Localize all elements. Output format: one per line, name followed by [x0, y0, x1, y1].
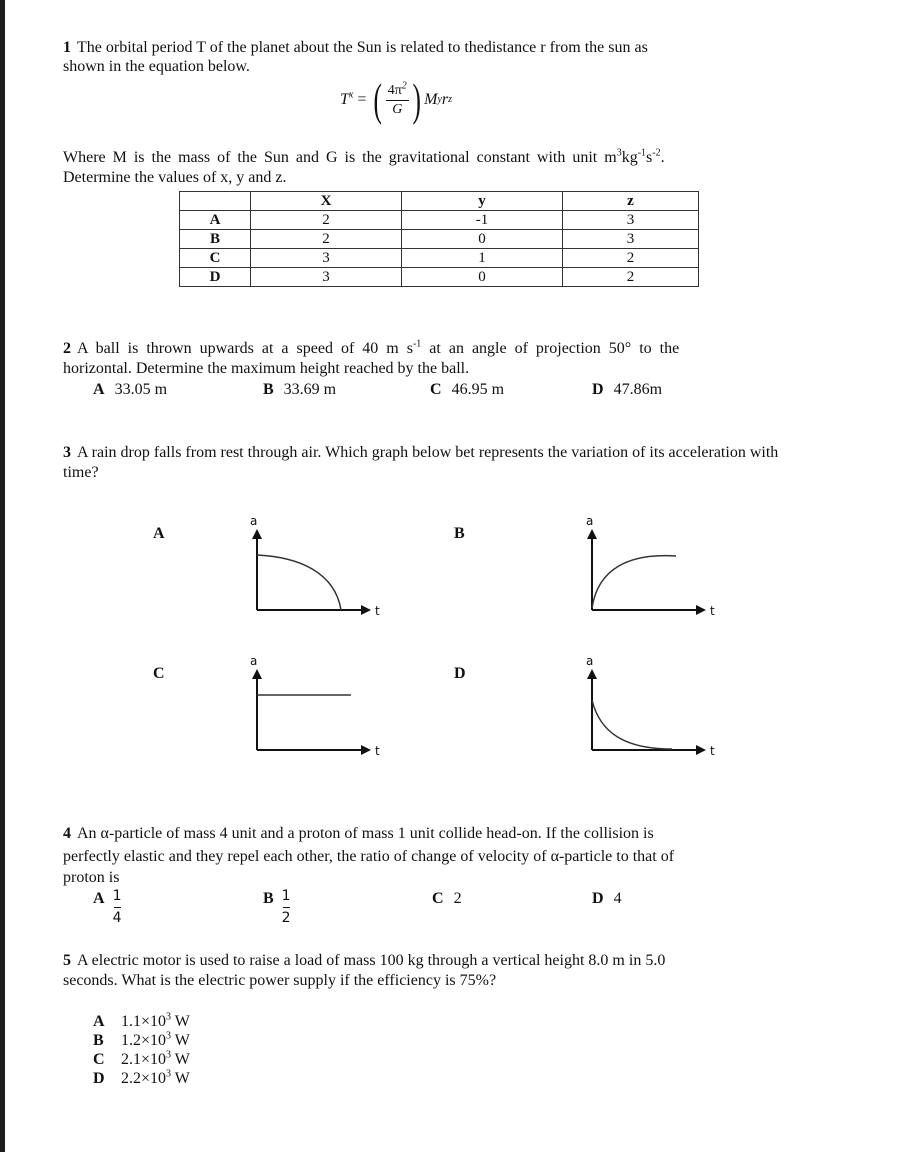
option-mantissa: 1.1×10	[121, 1013, 167, 1030]
cell-y: 0	[402, 230, 563, 249]
option-label: A	[93, 1013, 105, 1030]
q1-where-text	[63, 148, 665, 167]
fraction-denominator: 2	[281, 910, 291, 926]
graph-b-x-label: t	[710, 604, 715, 618]
q4-option-d[interactable]	[592, 889, 622, 908]
q2-option-a[interactable]	[93, 380, 167, 399]
q5-option-d[interactable]	[93, 1069, 190, 1088]
fraction-numerator: 1	[281, 888, 291, 904]
q3-text-line2: time?	[63, 464, 99, 481]
table-header-x: X	[251, 192, 402, 211]
row-label: A	[180, 211, 251, 230]
option-exponent: 3	[166, 1030, 172, 1042]
graph-c-y-arrow-icon	[252, 669, 262, 679]
option-fraction	[282, 889, 291, 926]
option-mantissa: 1.2×10	[121, 1032, 167, 1049]
q2-line1-a: A ball is thrown upwards at a speed of 40 m s	[77, 340, 413, 357]
table-row	[180, 268, 699, 287]
option-text: 33.69 m	[283, 381, 337, 398]
q2-text-line1	[63, 339, 679, 358]
q4-number: 4	[63, 825, 71, 842]
q1-text-line2: shown in the equation below.	[63, 58, 250, 75]
eq-fraction	[386, 79, 409, 119]
option-text: 2	[453, 890, 462, 907]
option-mantissa: 2.2×10	[121, 1070, 167, 1087]
q5-option-c[interactable]	[93, 1050, 190, 1069]
graph-c[interactable]	[245, 653, 385, 758]
eq-numerator	[386, 79, 409, 101]
unit-s: s	[646, 149, 653, 166]
unit-m-exp: 3	[616, 147, 622, 159]
eq-right-paren: )	[412, 74, 421, 125]
graph-d-x-label: t	[710, 744, 715, 758]
option-label: C	[93, 1051, 105, 1068]
q4-option-a[interactable]	[93, 889, 121, 926]
cell-x: 3	[251, 268, 402, 287]
q1-line1: The orbital period T of the planet about the Sun is related to thedistance r from the sun as	[77, 39, 648, 56]
option-label: B	[93, 1032, 104, 1049]
graph-c-x-label: t	[375, 744, 380, 758]
eq-r-base: r	[441, 91, 449, 108]
window-left-edge	[0, 0, 5, 1152]
q3-line1: A rain drop falls from rest through air. Which graph below bet represents the variation of its acceleration with	[77, 444, 779, 461]
graph-b-label[interactable]: B	[454, 525, 465, 542]
graph-c-label[interactable]: C	[153, 665, 165, 682]
option-label: C	[430, 381, 442, 398]
graph-a-x-label: t	[375, 604, 380, 618]
q2-text-line2: horizontal. Determine the maximum height reached by the ball.	[63, 360, 470, 377]
unit-kg: kg	[621, 149, 638, 166]
q2-option-c[interactable]	[430, 380, 504, 399]
graph-c-y-label: a	[250, 654, 258, 668]
graph-d[interactable]	[580, 653, 720, 758]
cell-y: 1	[402, 249, 563, 268]
fraction-bar	[283, 907, 290, 908]
cell-z: 2	[563, 249, 699, 268]
cell-y: 0	[402, 268, 563, 287]
graph-a-y-arrow-icon	[252, 529, 262, 539]
q5-option-b[interactable]	[93, 1031, 190, 1050]
q2-option-b[interactable]	[263, 380, 336, 399]
table-header-z: z	[563, 192, 699, 211]
option-mantissa: 2.1×10	[121, 1051, 167, 1068]
cell-x: 2	[251, 211, 402, 230]
option-exponent: 3	[166, 1011, 172, 1023]
graph-b-curve	[592, 556, 676, 608]
q4-text-line1	[63, 824, 654, 843]
table-header-row	[180, 192, 699, 211]
row-label: B	[180, 230, 251, 249]
option-label: A	[93, 890, 105, 907]
table-row	[180, 230, 699, 249]
eq-denominator: G	[392, 101, 403, 117]
graph-a-curve	[257, 555, 341, 610]
eq-numerator-exp: 2	[401, 79, 407, 91]
option-text: 33.05 m	[114, 381, 168, 398]
eq-left-paren: (	[373, 74, 383, 125]
eq-m-base: M	[424, 91, 438, 108]
row-label: C	[180, 249, 251, 268]
cell-z: 3	[563, 230, 699, 249]
graph-a-y-label: a	[250, 514, 258, 528]
q4-option-b[interactable]	[263, 889, 291, 926]
table-row	[180, 249, 699, 268]
q5-text-line1	[63, 951, 665, 970]
cell-z: 2	[563, 268, 699, 287]
q5-options	[93, 1012, 190, 1088]
eq-numerator-text: 4π	[387, 82, 402, 98]
q5-option-a[interactable]	[93, 1012, 190, 1031]
q1-number: 1	[63, 39, 71, 56]
option-label: D	[592, 381, 604, 398]
graph-b-x-arrow-icon	[696, 605, 706, 615]
eq-equals: =	[357, 91, 367, 108]
q1-equation: $T^x$ = ( $\frac{4\pi^2}{G}$ ) M y r z	[340, 74, 453, 125]
option-label: D	[592, 890, 604, 907]
graph-d-y-arrow-icon	[587, 669, 597, 679]
option-exponent: 3	[166, 1049, 172, 1061]
q1-instruction: Determine the values of x, y and z.	[63, 169, 287, 186]
option-label: B	[263, 381, 274, 398]
fraction-numerator: 1	[112, 888, 122, 904]
option-exponent: 3	[166, 1068, 172, 1080]
table-header-y: y	[402, 192, 563, 211]
q1-text-line1	[63, 38, 648, 57]
q4-text-line2: perfectly elastic and they repel each other, the ratio of change of velocity of α-particle to that of	[63, 848, 675, 865]
q2-line1-b: at an angle of projection 50° to the	[421, 340, 680, 357]
graph-d-y-label: a	[586, 654, 594, 668]
eq-lhs-base: T	[340, 91, 349, 108]
graph-a-label[interactable]: A	[153, 525, 165, 542]
cell-z: 3	[563, 211, 699, 230]
fraction-bar	[114, 907, 121, 908]
graph-a-x-arrow-icon	[361, 605, 371, 615]
q2-number: 2	[63, 340, 71, 357]
q1-where-main: Where M is the mass of the Sun and G is the gravitational constant with unit m	[63, 149, 617, 166]
q4-option-c[interactable]	[432, 889, 462, 908]
unit-s-exp: -2	[652, 147, 661, 159]
q3-number: 3	[63, 444, 71, 461]
fraction-denominator: 4	[112, 910, 122, 926]
option-label: A	[93, 381, 105, 398]
unit-kg-exp: -1	[637, 147, 647, 159]
graph-b-y-label: a	[586, 514, 594, 528]
q2-speed-exp: -1	[412, 338, 422, 350]
eq-lhs	[340, 91, 353, 109]
graph-a[interactable]	[245, 513, 385, 618]
q5-number: 5	[63, 952, 71, 969]
graph-d-label[interactable]: D	[454, 665, 466, 682]
option-fraction	[113, 889, 122, 926]
row-label: D	[180, 268, 251, 287]
q5-line1: A electric motor is used to raise a load of mass 100 kg through a vertical height 8.0 m in 5.0	[77, 952, 666, 969]
cell-y: -1	[402, 211, 563, 230]
graph-b[interactable]	[580, 513, 720, 618]
cell-x: 2	[251, 230, 402, 249]
option-unit: W	[171, 1013, 190, 1030]
option-label: C	[432, 890, 444, 907]
q3-text-line1	[63, 443, 778, 462]
option-text: 4	[613, 890, 622, 907]
eq-lhs-exp: x	[348, 89, 354, 101]
q4-line1: An α-particle of mass 4 unit and a proton of mass 1 unit collide head-on. If the collision is	[77, 825, 654, 842]
table-header-blank	[180, 192, 251, 211]
unit-end: .	[660, 149, 665, 166]
option-label: D	[93, 1070, 105, 1087]
option-text: 47.86m	[613, 381, 663, 398]
option-text: 46.95 m	[451, 381, 505, 398]
q2-option-d[interactable]	[592, 380, 662, 399]
option-unit: W	[171, 1070, 190, 1087]
option-unit: W	[171, 1032, 190, 1049]
cell-x: 3	[251, 249, 402, 268]
graph-b-y-arrow-icon	[587, 529, 597, 539]
option-unit: W	[171, 1051, 190, 1068]
graph-d-x-arrow-icon	[696, 745, 706, 755]
option-label: B	[263, 890, 274, 907]
q1-answer-table	[179, 191, 699, 287]
graph-c-x-arrow-icon	[361, 745, 371, 755]
q5-text-line2: seconds. What is the electric power supply if the efficiency is 75%?	[63, 972, 497, 989]
q4-text-line3: proton is	[63, 869, 120, 886]
graph-d-curve	[592, 700, 672, 749]
table-row	[180, 211, 699, 230]
